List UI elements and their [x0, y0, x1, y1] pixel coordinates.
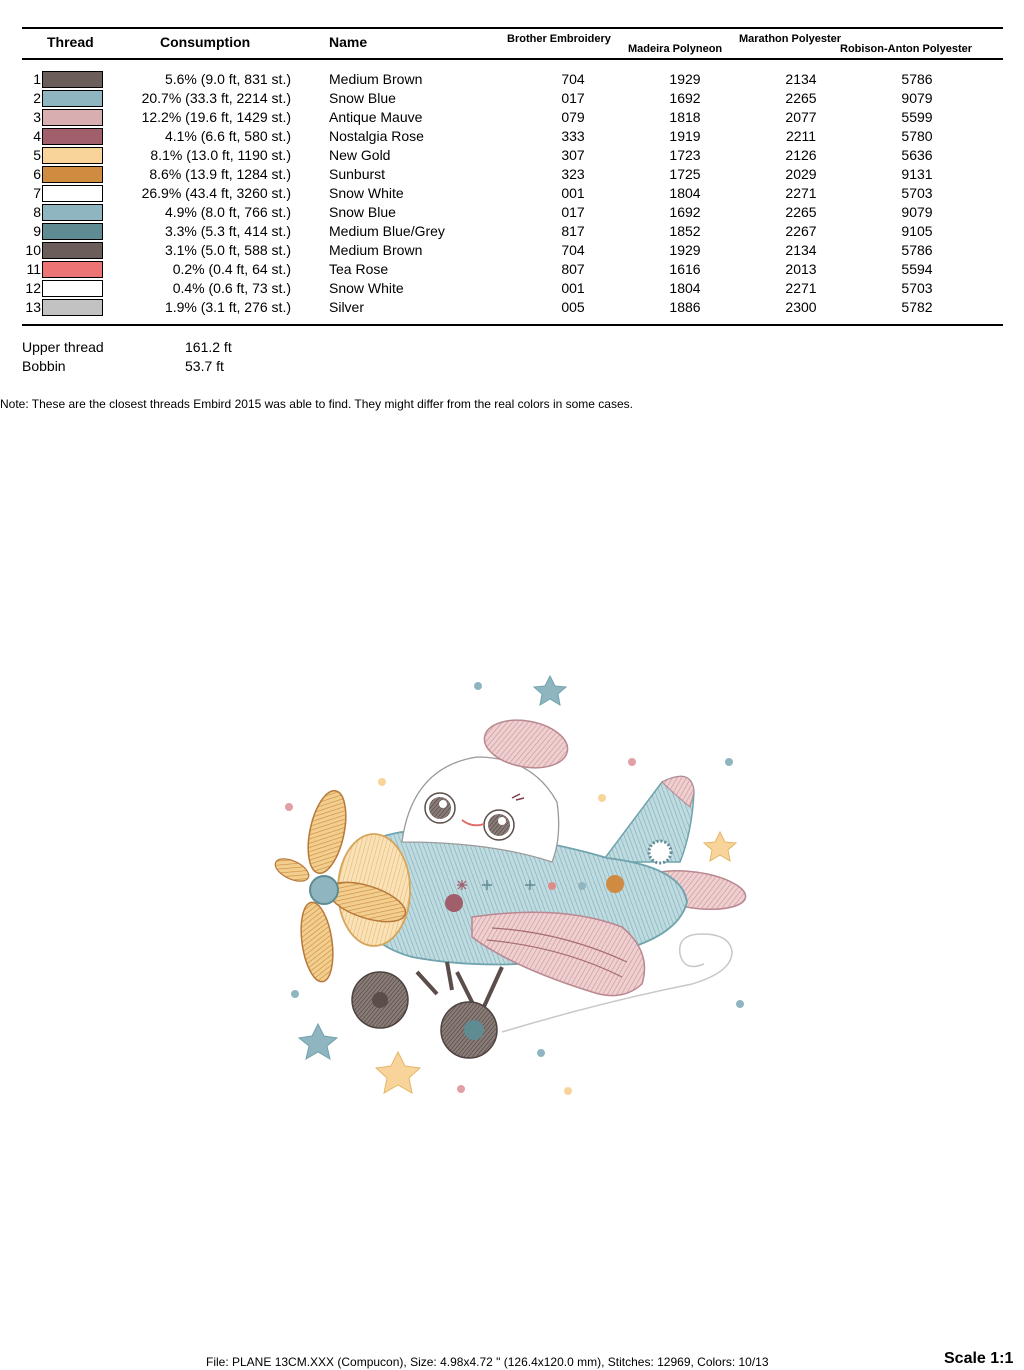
thread-number: 3 [33, 109, 41, 125]
thread-color-swatch [42, 128, 103, 145]
madeira-code: 1929 [669, 242, 701, 258]
robison-code: 5780 [901, 128, 933, 144]
thread-number: 7 [33, 185, 41, 201]
thread-consumption: 8.1% (13.0 ft, 1190 st.) [150, 147, 291, 163]
thread-name: New Gold [329, 147, 391, 163]
thread-row [0, 146, 1024, 165]
madeira-code: 1723 [669, 147, 701, 163]
airplane-embroidery-preview [262, 672, 762, 1112]
thread-color-swatch [42, 90, 103, 107]
dot-icon [564, 1087, 572, 1095]
marathon-code: 2211 [785, 128, 817, 144]
thread-consumption: 26.9% (43.4 ft, 3260 st.) [141, 185, 291, 201]
brother-code: 704 [561, 242, 585, 258]
dot-icon [474, 682, 482, 690]
dot-icon [378, 778, 386, 786]
thread-consumption: 12.2% (19.6 ft, 1429 st.) [141, 109, 291, 125]
front-wheel-icon [441, 1002, 497, 1058]
upper-thread-value: 161.2 ft [185, 339, 232, 355]
madeira-code: 1692 [669, 204, 701, 220]
thread-consumption: 1.9% (3.1 ft, 276 st.) [164, 299, 291, 315]
thread-color-swatch [42, 280, 103, 297]
scale-label: Scale 1:1 [944, 1350, 1014, 1367]
robison-code: 5594 [901, 261, 933, 277]
header-brother: Brother Embroidery [507, 33, 611, 45]
rear-wheel-icon [352, 972, 408, 1028]
thread-name: Tea Rose [329, 261, 389, 277]
robison-code: 5703 [901, 185, 933, 201]
thread-color-swatch [42, 147, 103, 164]
thread-name: Snow White [329, 280, 404, 296]
dot-icon [598, 794, 606, 802]
thread-color-swatch [42, 204, 103, 221]
thread-color-swatch [42, 185, 103, 202]
marathon-code: 2126 [785, 147, 817, 163]
brother-code: 333 [561, 128, 585, 144]
table-bottom-rule [22, 324, 1003, 326]
thread-row [0, 89, 1024, 108]
star-icon [704, 832, 736, 861]
thread-row [0, 70, 1024, 89]
star-icon [299, 1024, 337, 1059]
thread-color-swatch [42, 242, 103, 259]
disclaimer-note: Note: These are the closest threads Embird 2015 was able to find. They might differ from the real colors in some cases. [0, 397, 633, 411]
thread-number: 13 [25, 299, 41, 315]
header-madeira: Madeira Polyneon [628, 43, 723, 55]
brother-code: 005 [561, 299, 585, 315]
thread-name: Silver [329, 299, 365, 315]
madeira-code: 1852 [669, 223, 701, 239]
robison-code: 5703 [901, 280, 933, 296]
dot-icon [285, 803, 293, 811]
marathon-code: 2267 [785, 223, 817, 239]
marathon-code: 2013 [785, 261, 817, 277]
robison-code: 5636 [901, 147, 933, 163]
robison-code: 9079 [901, 90, 933, 106]
table-top-rule [22, 27, 1003, 29]
brother-code: 704 [561, 71, 585, 87]
thread-number: 5 [33, 147, 41, 163]
thread-name: Snow White [329, 185, 404, 201]
thread-number: 4 [33, 128, 41, 144]
marathon-code: 2029 [785, 166, 817, 182]
brother-code: 079 [561, 109, 585, 125]
madeira-code: 1692 [669, 90, 701, 106]
marathon-code: 2265 [785, 90, 817, 106]
body-dot-gold [606, 875, 624, 893]
thread-number: 12 [25, 280, 41, 296]
marathon-code: 2265 [785, 204, 817, 220]
marathon-code: 2271 [785, 280, 817, 296]
robison-code: 5786 [901, 71, 933, 87]
marathon-code: 2134 [785, 71, 817, 87]
header-consumption: Consumption [160, 34, 251, 50]
thread-color-swatch [42, 166, 103, 183]
thread-name: Antique Mauve [329, 109, 423, 125]
marathon-code: 2271 [785, 185, 817, 201]
brother-code: 001 [561, 185, 585, 201]
marathon-code: 2134 [785, 242, 817, 258]
star-icon [376, 1052, 420, 1093]
thread-number: 2 [33, 90, 41, 106]
robison-code: 5599 [901, 109, 933, 125]
thread-number: 10 [25, 242, 41, 258]
upper-thread-label: Upper thread [22, 339, 104, 355]
brother-code: 017 [561, 90, 585, 106]
madeira-code: 1929 [669, 71, 701, 87]
dot-icon [291, 990, 299, 998]
dot-icon [537, 1049, 545, 1057]
madeira-code: 1725 [669, 166, 701, 182]
robison-code: 5786 [901, 242, 933, 258]
thread-name: Sunburst [329, 166, 386, 182]
thread-name: Nostalgia Rose [329, 128, 424, 144]
body-dot-rose [445, 894, 463, 912]
thread-number: 6 [33, 166, 41, 182]
thread-color-swatch [42, 299, 103, 316]
robison-code: 9105 [901, 223, 933, 239]
thread-row [0, 260, 1024, 279]
thread-number: 8 [33, 204, 41, 220]
brother-code: 307 [561, 147, 585, 163]
table-header-rule [22, 58, 1003, 60]
file-info-footer: File: PLANE 13CM.XXX (Compucon), Size: 4.98x4.72 " (126.4x120.0 mm), Stitches: 12969, Colors: 10/13 [206, 1355, 769, 1369]
madeira-code: 1818 [669, 109, 701, 125]
brother-code: 001 [561, 280, 585, 296]
star-icon [534, 676, 566, 705]
bobbin-value: 53.7 ft [185, 358, 224, 374]
madeira-code: 1804 [669, 280, 701, 296]
marathon-code: 2077 [785, 109, 817, 125]
header-marathon: Marathon Polyester [739, 33, 842, 45]
madeira-code: 1616 [669, 261, 701, 277]
header-name: Name [329, 34, 368, 50]
madeira-code: 1919 [669, 128, 701, 144]
thread-row [0, 298, 1024, 317]
dot-icon [628, 758, 636, 766]
thread-name: Medium Brown [329, 71, 423, 87]
thread-color-swatch [42, 223, 103, 240]
header-thread: Thread [47, 34, 94, 50]
thread-consumption: 0.4% (0.6 ft, 73 st.) [172, 280, 291, 296]
thread-row [0, 108, 1024, 127]
thread-consumption: 4.1% (6.6 ft, 580 st.) [164, 128, 291, 144]
thread-row [0, 222, 1024, 241]
madeira-code: 1886 [669, 299, 701, 315]
thread-row [0, 279, 1024, 298]
brother-code: 017 [561, 204, 585, 220]
thread-consumption: 5.6% (9.0 ft, 831 st.) [164, 71, 291, 87]
body-dot-small-blue [578, 882, 586, 890]
thread-consumption: 8.6% (13.9 ft, 1284 st.) [149, 166, 291, 182]
robison-code: 9131 [901, 166, 933, 182]
thread-number: 11 [26, 261, 41, 277]
robison-code: 9079 [901, 204, 933, 220]
body-dot-small [548, 882, 556, 890]
thread-consumption: 20.7% (33.3 ft, 2214 st.) [141, 90, 291, 106]
left-eye-icon [425, 793, 455, 823]
brother-code: 807 [561, 261, 585, 277]
dot-icon [457, 1085, 465, 1093]
robison-code: 5782 [901, 299, 933, 315]
madeira-code: 1804 [669, 185, 701, 201]
brother-code: 323 [561, 166, 585, 182]
thread-name: Medium Brown [329, 242, 423, 258]
thread-color-swatch [42, 71, 103, 88]
sparkle-icon [457, 880, 467, 890]
thread-row [0, 127, 1024, 146]
thread-number: 1 [33, 71, 41, 87]
thread-name: Snow Blue [329, 90, 396, 106]
brother-code: 817 [561, 223, 585, 239]
thread-color-swatch [42, 261, 103, 278]
thread-row [0, 241, 1024, 260]
dot-icon [725, 758, 733, 766]
thread-consumption: 4.9% (8.0 ft, 766 st.) [164, 204, 291, 220]
thread-color-swatch [42, 109, 103, 126]
thread-consumption: 3.1% (5.0 ft, 588 st.) [164, 242, 291, 258]
header-robison: Robison-Anton Polyester [840, 43, 973, 55]
thread-name: Snow Blue [329, 204, 396, 220]
thread-number: 9 [33, 223, 41, 239]
bobbin-label: Bobbin [22, 358, 66, 374]
thread-row [0, 184, 1024, 203]
thread-name: Medium Blue/Grey [329, 223, 445, 239]
thread-row [0, 203, 1024, 222]
dot-icon [736, 1000, 744, 1008]
right-eye-icon [484, 810, 514, 840]
round-window-icon [649, 841, 671, 863]
marathon-code: 2300 [785, 299, 817, 315]
thread-row [0, 165, 1024, 184]
thread-consumption: 0.2% (0.4 ft, 64 st.) [172, 261, 291, 277]
thread-consumption: 3.3% (5.3 ft, 414 st.) [164, 223, 291, 239]
